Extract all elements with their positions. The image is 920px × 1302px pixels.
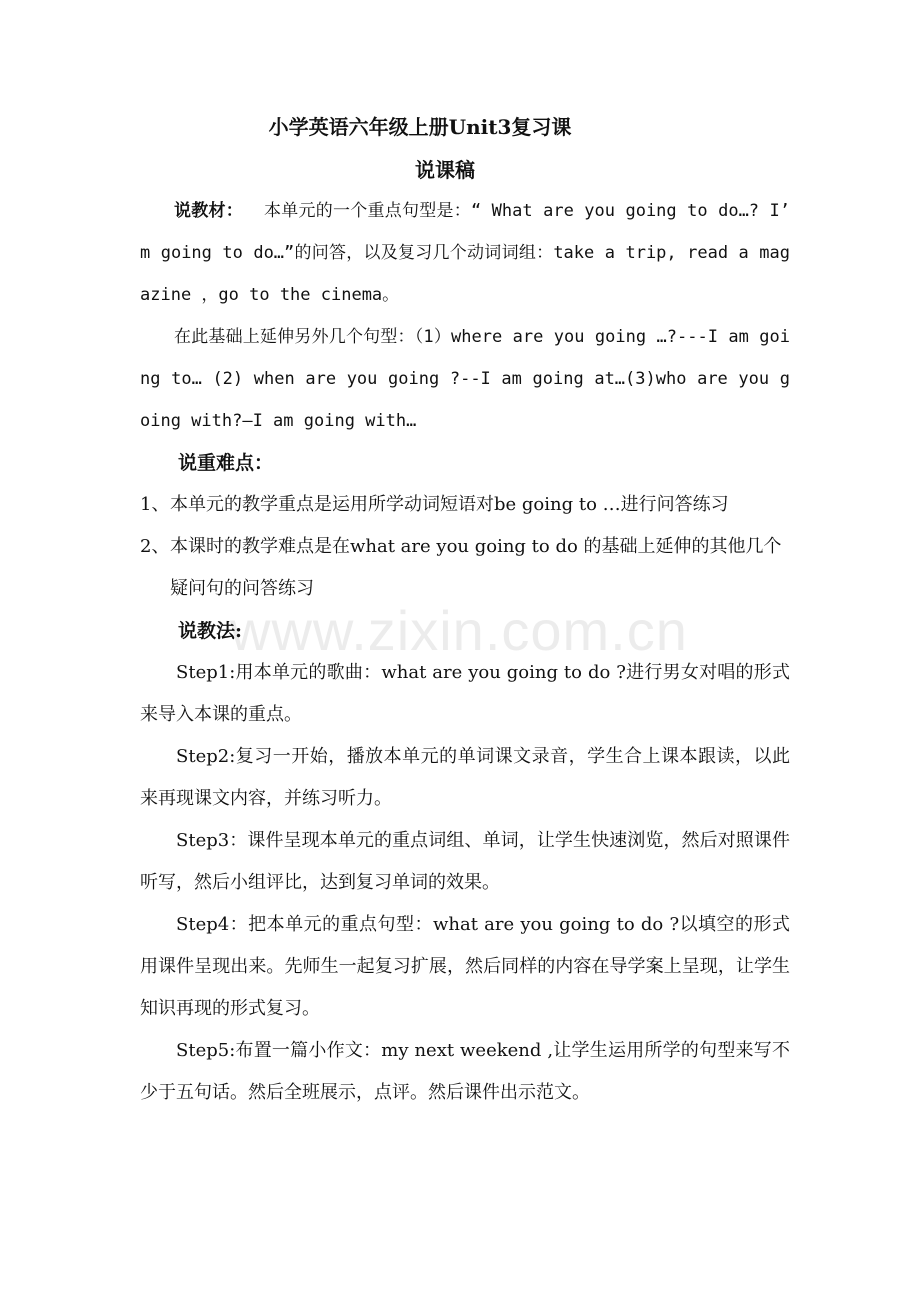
list-text: 本单元的教学重点是运用所学动词短语对be going to …进行问答练习 bbox=[170, 494, 729, 515]
difficulty-item-2 bbox=[140, 526, 790, 610]
list-text: 本课时的教学难点是在what are you going to do 的基础上延伸的其他几个疑问句的问答练习 bbox=[170, 536, 782, 599]
material-label: 说教材： bbox=[174, 201, 243, 221]
step-paragraph: Step3：课件呈现本单元的重点词组、单词，让学生快速浏览，然后对照课件听写，然后小组评比，达到复习单词的效果。 bbox=[140, 830, 790, 893]
document-body bbox=[140, 190, 790, 1114]
step-paragraph: Step2:复习一开始，播放本单元的单词课文录音，学生合上课本跟读，以此来再现课文内容，并练习听力。 bbox=[140, 746, 790, 809]
document-subtitle: 说课稿 bbox=[415, 158, 475, 182]
list-number: 2、 bbox=[140, 536, 170, 557]
material-paragraph bbox=[140, 190, 790, 316]
document-title: 小学英语六年级上册Unit3复习课 bbox=[268, 115, 572, 139]
method-heading: 说教法: bbox=[178, 620, 243, 642]
step-paragraph: Step1:用本单元的歌曲：what are you going to do ?进行男女对唱的形式来导入本课的重点。 bbox=[140, 662, 790, 725]
step-paragraph: Step4：把本单元的重点句型：what are you going to do ?以填空的形式用课件呈现出来。先师生一起复习扩展，然后同样的内容在导学案上呈现，让学生知识再现的形式复习。 bbox=[140, 914, 790, 1019]
list-number: 1、 bbox=[140, 494, 170, 515]
material-text: 本单元的一个重点句型是：“ What are you going to do…? I’ m going to do…”的问答，以及复习几个动词词组：take a trip, read a magazine ，go to the cinema。 bbox=[140, 201, 790, 305]
difficulty-item-1 bbox=[140, 484, 790, 526]
watermark: www.zixin.com.cn bbox=[230, 599, 688, 662]
extension-paragraph: 在此基础上延伸另外几个句型：（1）where are you going …?---I am going to… (2) when are you going ?--I am going at…(3)who are you going with?—I am going with… bbox=[140, 327, 790, 431]
step-paragraph: Step5:布置一篇小作文：my next weekend ,让学生运用所学的句型来写不少于五句话。然后全班展示，点评。然后课件出示范文。 bbox=[140, 1040, 790, 1103]
difficulty-heading: 说重难点： bbox=[178, 452, 274, 474]
